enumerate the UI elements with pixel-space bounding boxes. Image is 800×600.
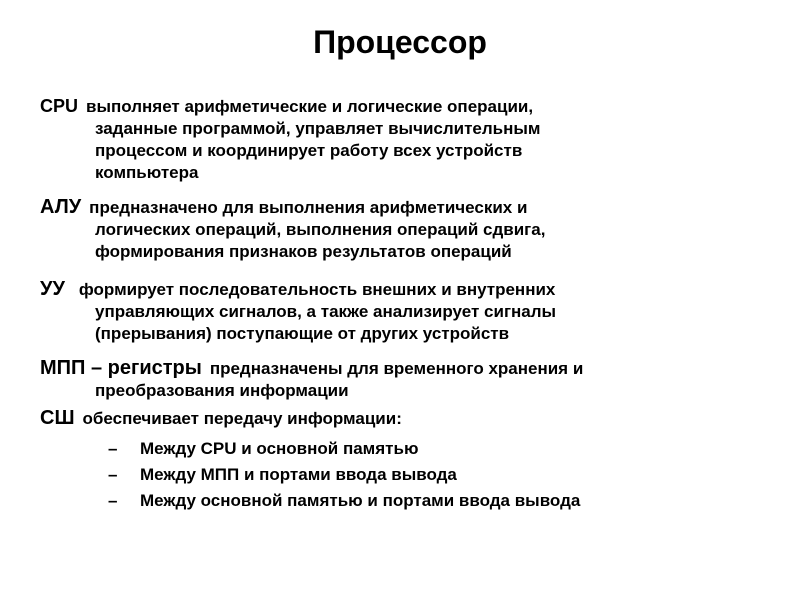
term-cpu-line-4: компьютера — [95, 163, 199, 182]
dash-marker: – — [108, 465, 118, 484]
term-sh-label: СШ — [40, 407, 75, 429]
term-mpp-line-2: преобразования информации — [95, 381, 349, 400]
term-mpp-line-1: предназначены для временного хранения и — [209, 359, 584, 378]
term-uu-line-2: управляющих сигналов, а также анализирует сигналы — [95, 302, 557, 321]
list-item: – Между основной памятью и портами ввода вывода — [108, 488, 580, 514]
dash-marker: – — [108, 439, 118, 458]
list-item: – Между МПП и портами ввода вывода — [108, 462, 580, 488]
term-uu — [40, 278, 770, 345]
bullet-list — [108, 436, 580, 514]
term-mpp-label: МПП – регистры — [40, 357, 202, 379]
term-cpu — [40, 95, 770, 184]
term-uu-line-1: формирует последовательность внешних и внутренних — [78, 280, 556, 299]
term-cpu-line-1: выполняет арифметические и логические операции, — [86, 97, 534, 116]
term-sh-line-1: обеспечивает передачу информации: — [82, 409, 402, 428]
term-alu — [40, 196, 770, 263]
term-mpp — [40, 357, 770, 402]
term-alu-line-2: логических операций, выполнения операций сдвига, — [95, 220, 546, 239]
term-cpu-label: CPU — [40, 96, 79, 116]
list-item: – Между CPU и основной памятью — [108, 436, 580, 462]
term-alu-line-3: формирования признаков результатов операций — [95, 242, 512, 261]
term-uu-line-3: (прерывания) поступающие от других устройств — [95, 324, 510, 343]
term-uu-label: УУ — [40, 278, 65, 300]
term-sh — [40, 407, 770, 430]
term-alu-label: АЛУ — [40, 196, 82, 218]
slide-title: Процессор — [313, 24, 487, 60]
term-cpu-line-2: заданные программой, управляет вычислительным — [95, 119, 541, 138]
term-cpu-line-3: процессом и координирует работу всех устройств — [95, 141, 523, 160]
dash-marker: – — [108, 491, 118, 510]
term-alu-line-1: предназначено для выполнения арифметических и — [89, 198, 528, 217]
